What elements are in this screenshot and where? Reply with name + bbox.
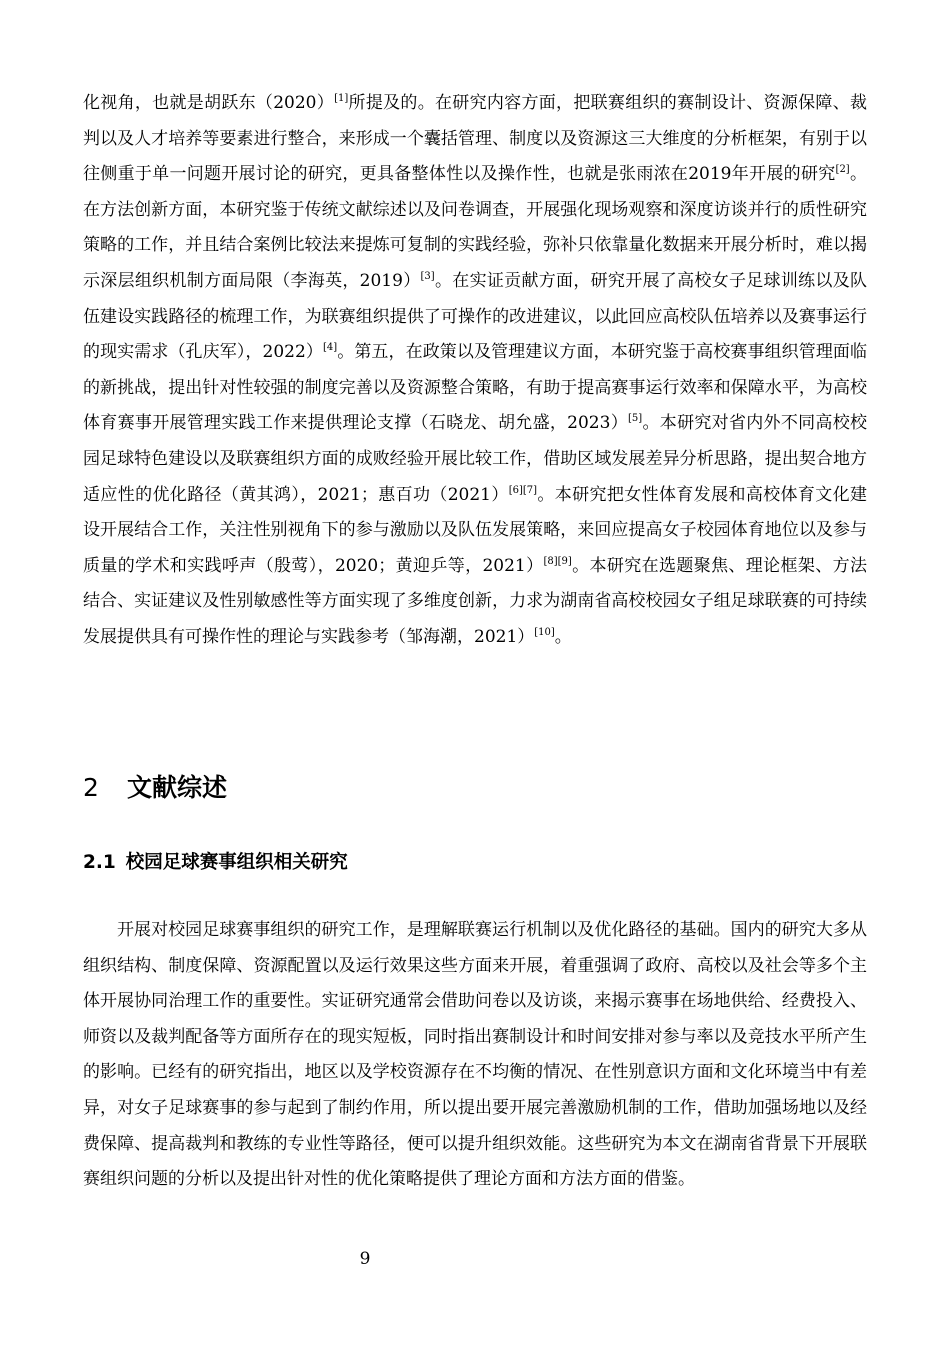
subsection-number: 2.1 [83,852,116,873]
paragraph-text: 。本研究对省内外不同高校校园足球特色建设以及联赛组织方面的成败经验开展比较工作，借助区域发展差异分析思路，提出契合地方适应性的优化路径（黄其鸿），2021；惠百功（2021） [83,413,868,505]
section-heading [83,768,227,808]
paragraph-text: 。第五，在政策以及管理建议方面，本研究鉴于高校赛事组织管理面临的新挑战，提出针对性较强的制度完善以及资源整合策略，有助于提高赛事运行效率和保障水平，为高校体育赛事开展管理实践工作来提供理论支撑（石晓龙、胡允盛，2023） [83,342,868,434]
paragraph-text: 。在方法创新方面，本研究鉴于传统文献综述以及问卷调查，开展强化现场观察和深度访谈并行的质性研究策略的工作，并且结合案例比较法来提炼可复制的实践经验，弥补只依靠量化数据来开展分析时，难以揭示深层组织机制方面局限（李海英，2019） [83,164,868,291]
paragraph-text: 所提及的。在研究内容方面，把联赛组织的赛制设计、资源保障、裁判以及人才培养等要素进行整合，来形成一个囊括管理、制度以及资源这三大维度的分析框架，有别于以往侧重于单一问题开展讨论的研究，更具备整体性以及操作性，也就是张雨浓在2019年开展的研究 [83,93,867,185]
paragraph-text: 化视角，也就是胡跃东（2020） [83,93,335,113]
intro-paragraph [83,86,867,656]
subsection-heading [83,846,348,880]
citation-ref: [4] [322,342,338,354]
paragraph-text: 。 [554,626,572,647]
citation-ref: [8][9] [543,555,572,567]
body-paragraph: 开展对校园足球赛事组织的研究工作，是理解联赛运行机制以及优化路径的基础。国内的研究大多从组织结构、制度保障、资源配置以及运行效果这些方面来开展，着重强调了政府、高校以及社会等多个主体开展协同治理工作的重要性。实证研究通常会借助问卷以及访谈，来揭示赛事在场地供给、经费投入、师资以及裁判配备等方面所存在的现实短板，同时指出赛制设计和时间安排对参与率以及竞技水平所产生的影响。已经有的研究指出，地区以及学校资源存在不均衡的情况、在性别意识方面和文化环境当中有差异，对女子足球赛事的参与起到了制约作用，所以提出要开展完善激励机制的工作，借助加强场地以及经费保障、提高裁判和教练的专业性等路径，便可以提升组织效能。这些研究为本文在湖南省背景下开展联赛组织问题的分析以及提出针对性的优化策略提供了理论方面和方法方面的借鉴。 [83,920,867,1190]
page-number: 9 [359,1249,371,1269]
citation-ref: [1] [334,93,349,104]
citation-ref: [2] [835,164,850,176]
paragraph-text: 。本研究在选题聚焦、理论框架、方法结合、实证建议及性别敏感性等方面实现了多维度创新，力求为湖南省高校校园女子组足球联赛的可持续发展提供具有可操作性的理论与实践参考（邹海潮，2021） [83,555,867,647]
subsection-title: 校园足球赛事组织相关研究 [125,852,348,873]
citation-ref: [10] [534,626,555,638]
citation-ref: [3] [420,270,435,282]
citation-ref: [5] [628,413,643,425]
citation-ref: [6][7] [508,484,538,496]
paragraph-text: 。本研究把女性体育发展和高校体育文化建设开展结合工作，关注性别视角下的参与激励以及队伍发展策略，来回应提高女子校园体育地位以及参与质量的学术和实践呼声（殷莺），2020；黄迎乒等，2021） [83,484,868,576]
paragraph-text: 。在实证贡献方面，研究开展了高校女子足球训练以及队伍建设实践路径的梳理工作，为联赛组织提供了可操作的改进建议，以此回应高校队伍培养以及赛事运行的现实需求（孔庆军），2022） [83,270,868,363]
section-number: 2 [83,773,99,802]
section-title: 文献综述 [127,773,228,802]
